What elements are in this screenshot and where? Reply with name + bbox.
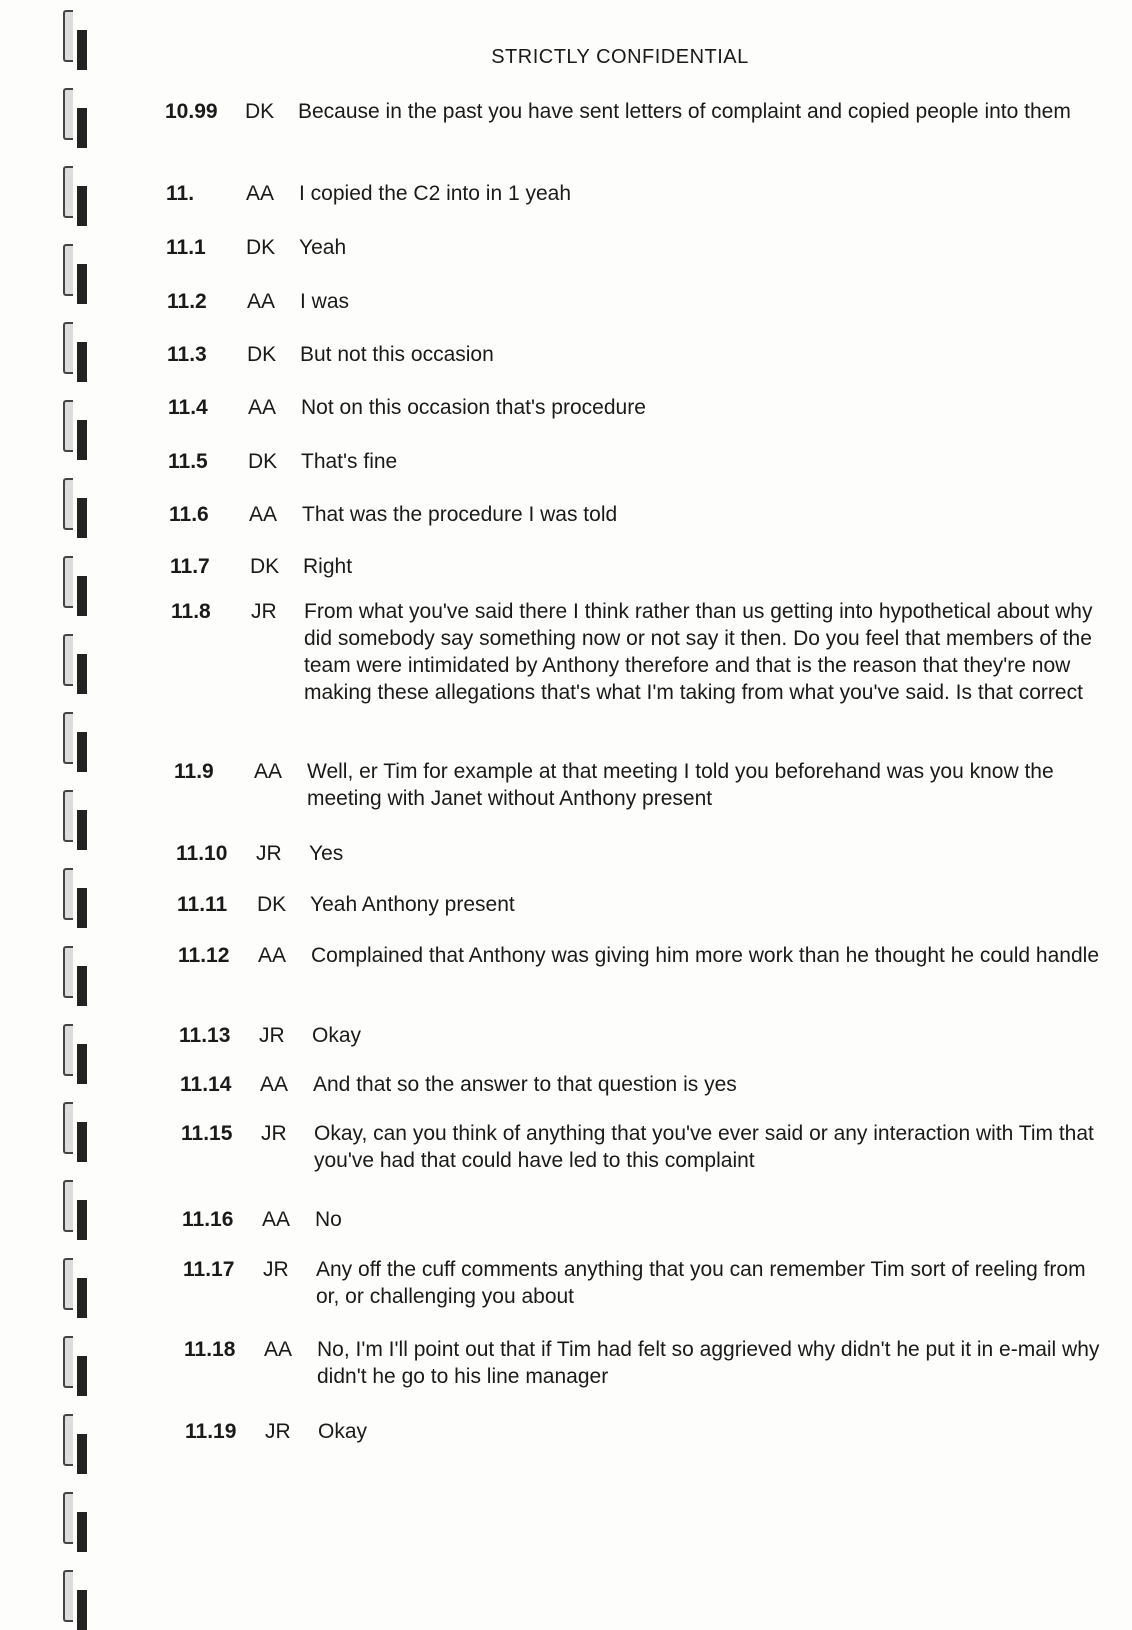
binding-ring — [63, 634, 93, 694]
speaker-initials: AA — [258, 944, 287, 967]
entry-text: Because in the past you have sent letters of complaint and copied people into them — [298, 100, 1071, 123]
binding-ring — [63, 556, 93, 616]
speaker-initials: DK — [245, 100, 275, 123]
speaker-initials: JR — [251, 600, 277, 623]
entry-number: 11.11 — [177, 893, 228, 916]
page-title: STRICTLY CONFIDENTIAL — [491, 46, 749, 68]
entry-text: Yeah Anthony present — [310, 893, 515, 916]
entry-number: 11.18 — [184, 1338, 236, 1361]
entry-number: 11.8 — [171, 600, 211, 623]
entry-text: Complained that Anthony was giving him more work than he thought he could handle — [311, 944, 1099, 967]
entry-text: No, I'm I'll point out that if Tim had felt so aggrieved why didn't he put it in e-mail why didn't he go to his line manager — [317, 1338, 1100, 1388]
entry-number: 11.6 — [169, 503, 209, 526]
entry-text: Okay, can you think of anything that you've ever said or any interaction with Tim that you've had that could have led to this complaint — [314, 1122, 1094, 1172]
speaker-initials: DK — [257, 893, 287, 916]
entry-text: Well, er Tim for example at that meeting I told you beforehand was you know the meeting with Janet without Anthony present — [307, 760, 1054, 810]
binding-ring — [63, 1180, 93, 1240]
entry-text: From what you've said there I think rather than us getting into hypothetical about why did somebody say something now or not say it then. Do you feel that members of the team were intimidated by Anthony therefore and that is the reason that they're now making these allegations that's what I'm taking from what you've said. Is that correct — [304, 600, 1093, 704]
speaker-initials: AA — [260, 1073, 289, 1096]
entry-text: That was the procedure I was told — [302, 503, 618, 526]
speaker-initials: DK — [247, 343, 277, 366]
speaker-initials: AA — [249, 503, 278, 526]
entry-number: 11.4 — [168, 396, 208, 419]
binding-ring — [63, 790, 93, 850]
binding-ring — [63, 244, 93, 304]
entry-number: 11.2 — [167, 290, 207, 313]
entry-text: I copied the C2 into in 1 yeah — [299, 182, 572, 205]
binding-ring — [63, 1570, 93, 1630]
entry-text: And that so the answer to that question is yes — [313, 1073, 737, 1096]
speaker-initials: JR — [259, 1024, 285, 1047]
entry-number: 11.16 — [182, 1208, 234, 1231]
entry-number: 11.10 — [176, 842, 228, 865]
speaker-initials: DK — [250, 555, 280, 578]
entry-text: Any off the cuff comments anything that you can remember Tim sort of reeling from or, or challenging you about — [316, 1258, 1086, 1308]
binding-ring — [63, 166, 93, 226]
speaker-initials: DK — [246, 236, 276, 259]
entry-number: 11.13 — [179, 1024, 231, 1047]
entry-text: Not on this occasion that's procedure — [301, 396, 646, 419]
binding-ring — [63, 712, 93, 772]
entry-number: 11. — [166, 182, 195, 205]
entry-number: 11.7 — [170, 555, 210, 578]
speaker-initials: AA — [254, 760, 283, 783]
speaker-initials: AA — [246, 182, 275, 205]
entry-text: I was — [300, 290, 350, 313]
speaker-initials: AA — [262, 1208, 291, 1231]
binding-ring — [63, 478, 93, 538]
binding-ring — [63, 322, 93, 382]
entry-text: No — [315, 1208, 342, 1231]
binding-ring — [63, 1258, 93, 1318]
entry-text: Yes — [309, 842, 344, 865]
entry-number: 11.9 — [174, 760, 214, 783]
entry-number: 11.14 — [180, 1073, 232, 1096]
binding-ring — [63, 1492, 93, 1552]
entry-text: But not this occasion — [300, 343, 494, 366]
speaker-initials: AA — [247, 290, 276, 313]
binding-ring — [63, 946, 93, 1006]
entry-number: 10.99 — [165, 100, 218, 123]
speaker-initials: JR — [265, 1420, 291, 1443]
entry-number: 11.5 — [168, 450, 208, 473]
spiral-binding — [55, 0, 115, 1600]
speaker-initials: JR — [263, 1258, 289, 1281]
speaker-initials: JR — [256, 842, 282, 865]
entry-text: Okay — [318, 1420, 368, 1443]
binding-ring — [63, 868, 93, 928]
speaker-initials: DK — [248, 450, 278, 473]
entry-text: That's fine — [301, 450, 398, 473]
binding-ring — [63, 1102, 93, 1162]
entry-number: 11.1 — [166, 236, 206, 259]
binding-ring — [63, 400, 93, 460]
entry-text: Right — [303, 555, 353, 578]
binding-ring — [63, 1024, 93, 1084]
entry-number: 11.17 — [183, 1258, 235, 1281]
entry-number: 11.15 — [181, 1122, 233, 1145]
entry-number: 11.3 — [167, 343, 207, 366]
speaker-initials: AA — [264, 1338, 293, 1361]
entry-text: Okay — [312, 1024, 362, 1047]
entry-text: Yeah — [299, 236, 347, 259]
speaker-initials: JR — [261, 1122, 287, 1145]
binding-ring — [63, 88, 93, 148]
entry-number: 11.12 — [178, 944, 230, 967]
binding-ring — [63, 1336, 93, 1396]
entry-number: 11.19 — [185, 1420, 237, 1443]
speaker-initials: AA — [248, 396, 277, 419]
binding-ring — [63, 1414, 93, 1474]
